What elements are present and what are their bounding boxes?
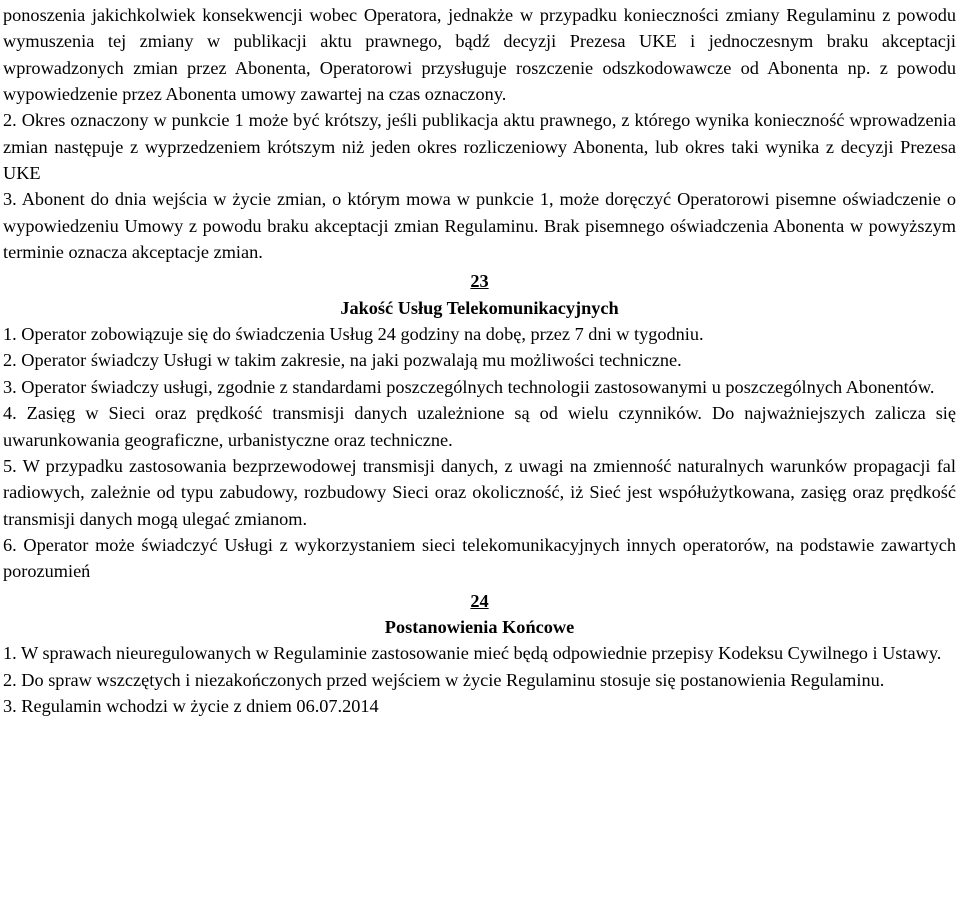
section-24-item-1: 1. W sprawach nieuregulowanych w Regulaminie zastosowanie mieć będą odpowiednie przepisy Kodeksu Cywilnego i Ustawy. <box>3 643 942 664</box>
section-23-item-6: 6. Operator może świadczyć Usługi z wykorzystaniem sieci telekomunikacyjnych innych operatorów, na podstawie zawartych porozumień <box>3 534 956 582</box>
section-23-item-1: 1. Operator zobowiązuje się do świadczenia Usług 24 godziny na dobę, przez 7 dni w tygodniu. <box>3 324 704 345</box>
section-23-number: 23 <box>470 271 489 292</box>
intro-paragraph-3: 3. Abonent do dnia wejścia w życie zmian, o którym mowa w punkcie 1, może doręczyć Operatorowi pisemne oświadczenie o wypowiedzeniu Umowy z powodu braku akceptacji zmian Regulaminu. Brak pisemnego oświadczenia Abonenta w powyższym terminie oznacza akceptacje zmian. <box>3 189 956 263</box>
section-23-item-3: 3. Operator świadczy usługi, zgodnie z standardami poszczególnych technologii zastosowanymi u poszczególnych Abonentów. <box>3 376 935 397</box>
section-24-item-3: 3. Regulamin wchodzi w życie z dniem 06.07.2014 <box>3 695 379 716</box>
section-23-title: Jakość Usług Telekomunikacyjnych <box>340 297 619 318</box>
section-24-title: Postanowienia Końcowe <box>384 616 575 637</box>
intro-paragraph-continuation: ponoszenia jakichkolwiek konsekwencji wobec Operatora, jednakże w przypadku konieczności zmiany Regulaminu z powodu wymuszenia tej zmiany w publikacji aktu prawnego, bądź decyzji Prezesa UKE i jednoczesnym braku akceptacji wprowadzonych zmian przez Abonenta, Operatorowi przysługuje roszczenie odszkodowawcze od Abonenta np. z powodu wypowiedzenie przez Abonenta umowy zawartej na czas oznaczony. <box>3 5 956 105</box>
section-23-item-2: 2. Operator świadczy Usługi w takim zakresie, na jaki pozwalają mu możliwości techniczne. <box>3 350 682 371</box>
intro-paragraph-2: 2. Okres oznaczony w punkcie 1 może być krótszy, jeśli publikacja aktu prawnego, z którego wynika konieczność wprowadzenia zmian następuje z wyprzedzeniem krótszym niż jeden okres rozliczeniowy Abonenta, lub okres taki wynika z decyzji Prezesa UKE <box>3 110 956 184</box>
section-23-item-5: 5. W przypadku zastosowania bezprzewodowej transmisji danych, z uwagi na zmienność naturalnych warunków propagacji fal radiowych, zależnie od typu zabudowy, rozbudowy Sieci oraz okoliczność, iż Sieć jest współużytkowana, zasięg oraz prędkość transmisji danych mogą ulegać zmianom. <box>3 455 956 529</box>
section-24-number: 24 <box>470 590 489 611</box>
section-24-item-2: 2. Do spraw wszczętych i niezakończonych przed wejściem w życie Regulaminu stosuje się postanowienia Regulaminu. <box>3 669 885 690</box>
section-23-item-4: 4. Zasięg w Sieci oraz prędkość transmisji danych uzależnione są od wielu czynników. Do najważniejszych zalicza się uwarunkowania geograficzne, urbanistyczne oraz techniczne. <box>3 403 956 450</box>
